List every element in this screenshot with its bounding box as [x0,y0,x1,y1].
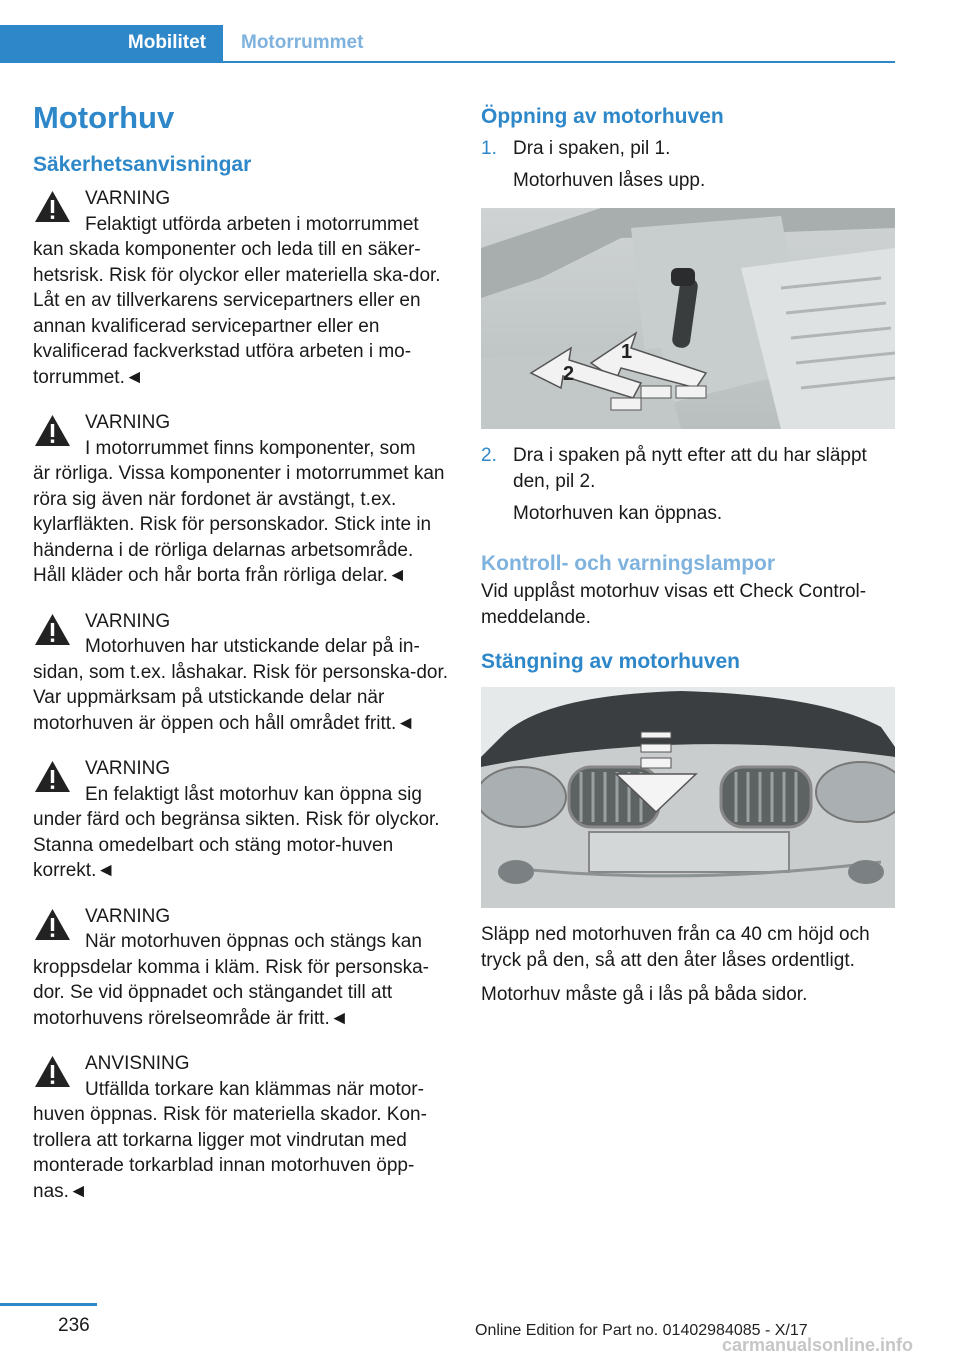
warning-text: under färd och begränsa sikten. Risk för olyckor. Stanna omedelbart och stäng motor-huven korrekt.◄ [33,809,440,881]
lever-arrow-label-1: 1 [621,341,633,363]
warning-triangle-icon [33,1054,72,1089]
warning-text: sidan, som t.ex. låshakar. Risk för personska-dor. Var uppmärksam på utstickande delar när motorhuven är öppen och håll området fritt.◄ [33,661,449,734]
closing-text-1: Släpp ned motorhuven från ca 40 cm höjd och tryck på den, så att den åter låses ordentligt. [481,924,870,971]
left-column [33,96,448,1224]
warning-triangle-icon [33,907,72,942]
header-tabbar [0,25,895,63]
warning-text: kan skada komponenter och leda till en säker-hetsrisk. Risk för olyckor eller materiella ska-dor. Låt en av tillverkarens servicepartners eller en annan kvalificerad servicepartner eller en kvalificerad fackverkstad utföra arbeten i mo-torrummet.◄ [33,239,441,388]
warning-label: VARNING [85,905,171,927]
step-1-result: Motorhuven låses upp. [513,170,706,191]
page-title: Motorhuv [33,100,175,135]
warning-block [33,1051,448,1204]
warning-block [33,904,448,1032]
page-number-bar [0,1303,97,1306]
warning-label: VARNING [85,758,171,779]
tab-motorrummet[interactable]: Motorrummet [241,32,364,53]
step-text: Dra i spaken, pil 1. [513,138,671,159]
warning-triangle-icon [33,189,72,224]
section-heading-closing: Stängning av motorhuven [481,650,741,673]
lamps-text: Vid upplåst motorhuv visas ett Check Control-meddelande. [481,581,867,628]
watermark: carmanualsonline.info [722,1335,914,1355]
warning-triangle-icon [33,612,72,647]
lever-arrow-label-2: 2 [563,363,575,385]
warning-block [33,186,448,390]
warning-text-first-line: I motorrummet finns komponenter, som [85,437,416,459]
warning-triangle-icon [33,759,72,794]
page-number: 236 [58,1315,90,1336]
step-2 [481,443,895,495]
warning-text: är rörliga. Vissa komponenter i motorrummet kan röra sig även när fordonet är avstängt, t.ex. kylarfläkten. Risk för personskador. Stick inte in händerna i de rörliga delarnas arbetsområde. Håll kläder och hår borta från rörliga delar.◄ [33,463,445,586]
warning-label: ANVISNING [85,1053,190,1074]
warning-text-first-line: En felaktigt låst motorhuv kan öppna sig [85,783,422,805]
step-1 [481,136,895,162]
warning-block [33,609,448,737]
edition-footer: Online Edition for Part no. 01402984085 - X/17 [475,1322,808,1339]
warning-text: kroppsdelar komma i kläm. Risk för personska-dor. Se vid öppnadet och stängandet till att motorhuvens rörelseområde är fritt.◄ [33,956,429,1029]
closing-text-2: Motorhuv måste gå i lås på båda sidor. [481,984,808,1005]
warning-text: huven öppnas. Risk för materiella skador. Kon-trollera att torkarna ligger mot vindrutan med monterade torkarblad innan motorhuven öpp-nas.◄ [33,1104,427,1202]
warnings-list [33,186,448,1204]
section-heading-opening: Öppning av motorhuven [481,105,724,128]
tab-mobilitet[interactable]: Mobilitet [0,25,223,61]
warning-text-first-line: När motorhuven öppnas och stängs kan [85,931,422,952]
step-number: 1. [481,138,497,159]
warning-text-first-line: Felaktigt utförda arbeten i motorrummet [85,213,419,235]
warning-block [33,756,448,884]
warning-label: VARNING [85,610,171,632]
warning-block [33,410,448,589]
right-column [481,96,895,1016]
step-number: 2. [481,445,497,466]
warning-label: VARNING [85,412,171,433]
warning-text-first-line: Utfällda torkare kan klämmas när motor- [85,1078,424,1100]
step-2-result: Motorhuven kan öppnas. [513,503,723,524]
step-text: Dra i spaken på nytt efter att du har släppt den, pil 2. [513,445,867,492]
warning-triangle-icon [33,413,72,448]
warning-label: VARNING [85,188,171,209]
section-heading-lamps: Kontroll- och varningslampor [481,552,776,575]
car-front-illustration [481,687,895,908]
warning-text-first-line: Motorhuven har utstickande delar på in- [85,636,420,657]
section-heading-safety: Säkerhetsanvisningar [33,153,252,176]
hood-lever-illustration [481,208,895,429]
